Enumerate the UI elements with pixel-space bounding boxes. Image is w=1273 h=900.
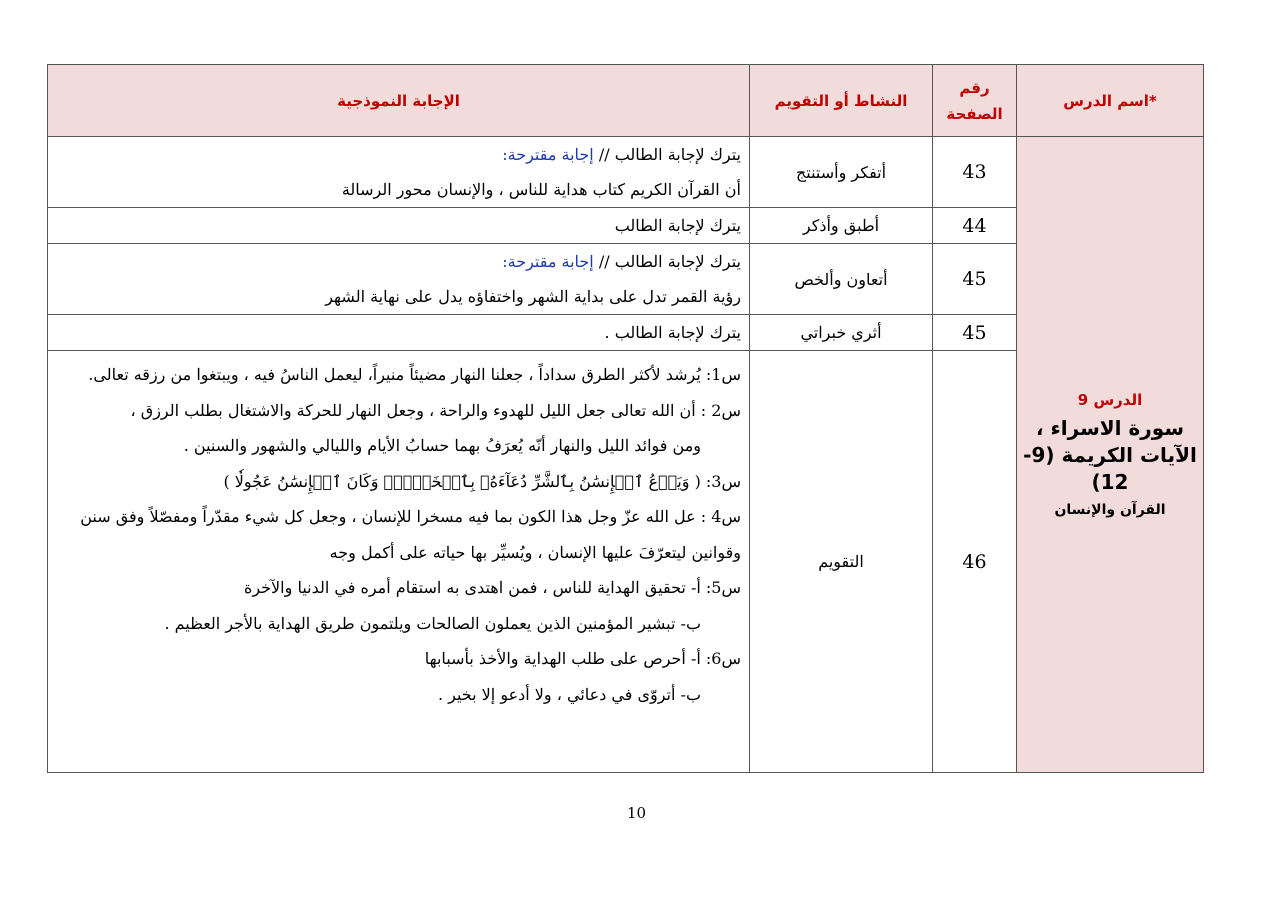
activity-cell: التقويم: [750, 351, 933, 773]
activity-cell: أثري خبراتي: [750, 315, 933, 351]
page-cell: 46: [933, 351, 1017, 773]
lesson-table: [47, 64, 1204, 773]
answer-line: س6: أ- أحرص على طلب الهداية والأخذ بأسبابها: [424, 649, 741, 668]
answer-line: س1: يُرشد لأكثر الطرق سداداً ، جعلنا النهار مضيئاً منيراً، ليعمل الناسُ فيه ، ويبتغوا من رزقه تعالى.: [88, 365, 741, 384]
answer-cell: يترك لإجابة الطالب: [48, 208, 750, 244]
answer-line: س5: أ- تحقيق الهداية للناس ، فمن اهتدى به استقام أمره في الدنيا والآخرة: [243, 578, 741, 597]
answer-line: ومن فوائد الليل والنهار أنّه يُعرَفُ بهما حسابُ الأيام والليالي والشهور والسنين .: [183, 436, 701, 455]
activity-cell: أطبق وأذكر: [750, 208, 933, 244]
answer-line: [56, 244, 741, 279]
answer-cell: يترك لإجابة الطالب .: [48, 315, 750, 351]
page-cell: 43: [933, 137, 1017, 208]
answer-line: س3: ( وَيَدۡعُ ٱلۡإِنسَٰنُ بِٱلشَّرِّ دُعَآءَهُۥ بِٱلۡخَيۡرِۖ وَكَانَ ٱلۡإِنسَٰنُ عَجُولٗا ): [223, 471, 741, 491]
answer-prefix: يترك لإجابة الطالب //: [593, 145, 741, 164]
header-lesson-name: *اسم الدرس: [1017, 65, 1204, 137]
answer-line: أن القرآن الكريم كتاب هداية للناس ، والإنسان محور الرسالة: [341, 180, 741, 199]
answer-cell: [48, 137, 750, 208]
lesson-title: سورة الاسراء ، الآيات الكريمة (9-12): [1023, 416, 1197, 494]
answer-cell: [48, 244, 750, 315]
evaluation-answers: [48, 351, 750, 773]
page-cell: 44: [933, 208, 1017, 244]
answer-line: ب- تبشير المؤمنين الذين يعملون الصالحات ويلتمون طريق الهداية بالأجر العظيم .: [164, 613, 701, 633]
table-row: [48, 137, 1204, 208]
page-cell: 45: [933, 244, 1017, 315]
lesson-subtitle: القرآن والإنسان: [1054, 502, 1166, 518]
lesson-cell: [1017, 137, 1204, 773]
header-row: [48, 65, 1204, 137]
answer-prefix: يترك لإجابة الطالب //: [593, 252, 741, 271]
page-cell: 45: [933, 315, 1017, 351]
header-page-number: رقم الصفحة: [933, 65, 1017, 137]
header-activity: النشاط أو التقويم: [750, 65, 933, 137]
answer-line: س4 : عل الله عزّ وجل هذا الكون بما فيه مسخرا للإنسان ، وجعل كل شيء مقدّراً ومفصّلاً وفق سنن: [80, 507, 741, 526]
answer-line: ب- أتروّى في دعائي ، ولا أدعو إلا بخير .: [437, 684, 701, 704]
page-number-footer: 10: [626, 804, 647, 822]
activity-cell: أتفكر وأستنتج: [750, 137, 933, 208]
answer-line: وقوانين ليتعرّفَ عليها الإنسان ، ويُسيِّر بها حياته على أكمل وجه: [329, 542, 741, 562]
header-model-answer: الإجابة النموذجية: [48, 65, 750, 137]
suggested-answer-label: إجابة مقترحة:: [502, 145, 594, 164]
lesson-number: الدرس 9: [1077, 391, 1143, 409]
answer-line: [56, 137, 741, 172]
suggested-answer-label: إجابة مقترحة:: [502, 252, 594, 271]
answer-line: رؤية القمر تدل على بداية الشهر واختفاؤه يدل على نهاية الشهر: [325, 287, 741, 306]
answer-line: س2 : أن الله تعالى جعل الليل للهدوء والراحة ، وجعل النهار للحركة والاشتغال بطلب الرزق ،: [130, 400, 741, 420]
activity-cell: أتعاون وألخص: [750, 244, 933, 315]
